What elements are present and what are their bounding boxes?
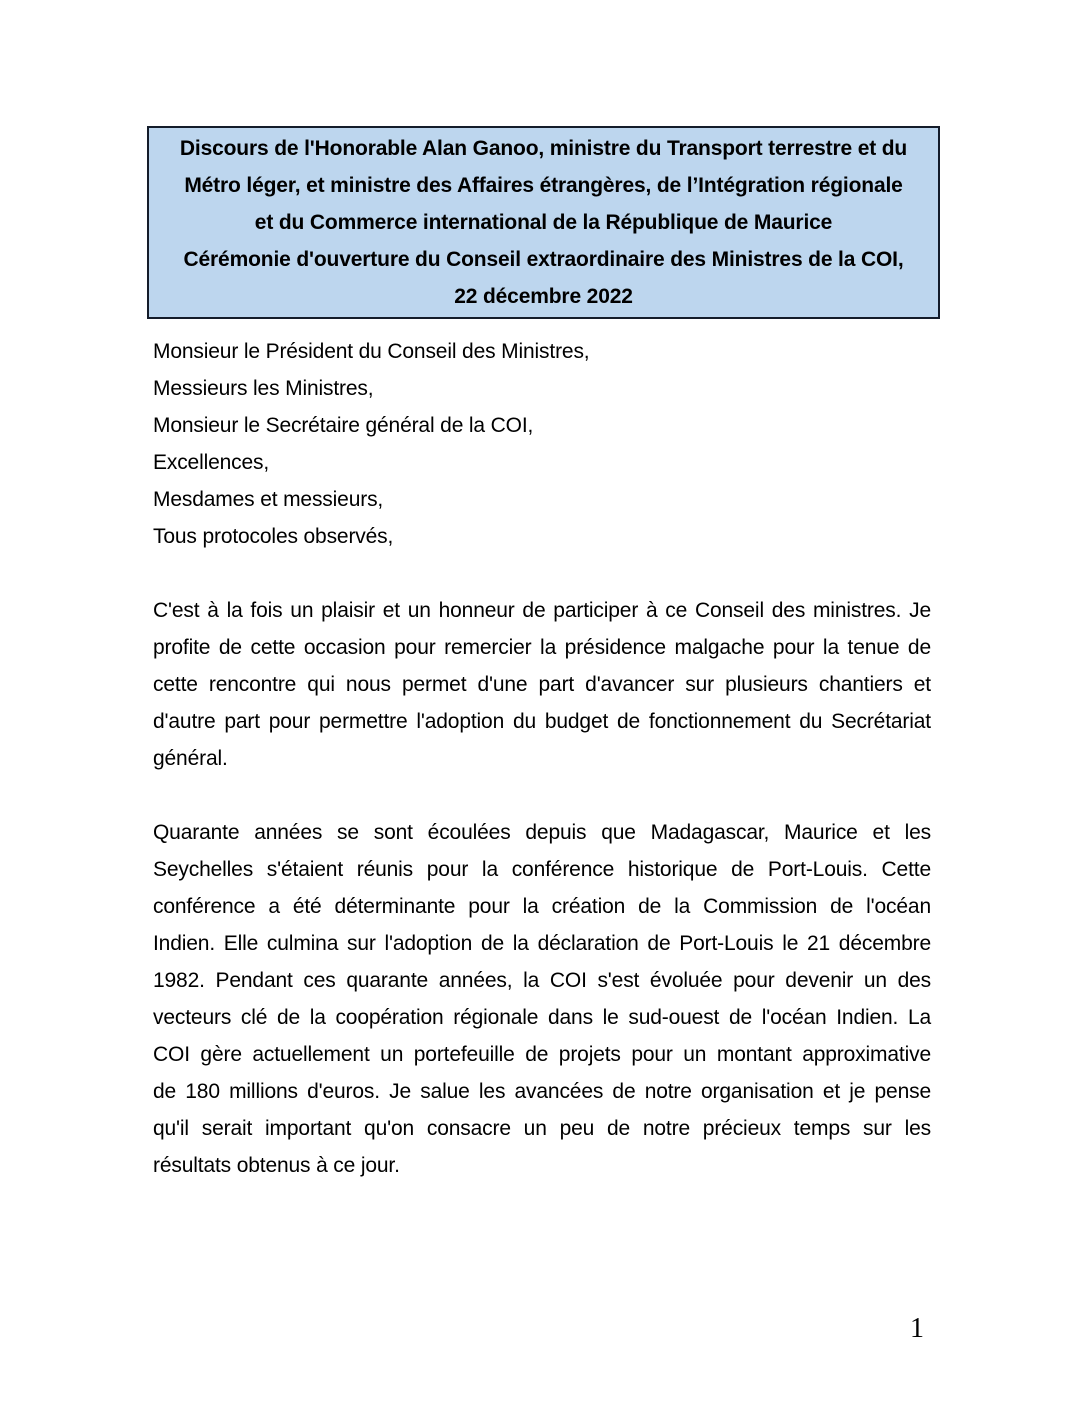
paragraph-line: d'autre part pour permettre l'adoption du budget de fonctionnement du Secrétariat: [153, 710, 931, 733]
paragraph-line: C'est à la fois un plaisir et un honneur de participer à ce Conseil des ministres. Je: [153, 599, 931, 622]
paragraph-line: de 180 millions d'euros. Je salue les avancées de notre organisation et je pense: [153, 1080, 931, 1103]
paragraph-line: Indien. Elle culmina sur l'adoption de la déclaration de Port-Louis le 21 décembre: [153, 932, 931, 955]
salutation-line: Monsieur le Président du Conseil des Ministres,: [153, 340, 590, 363]
paragraph-2: [153, 814, 931, 1184]
paragraph-1: [153, 592, 931, 777]
paragraph-line: conférence a été déterminante pour la création de la Commission de l'océan: [153, 895, 931, 918]
paragraph-line: Quarante années se sont écoulées depuis que Madagascar, Maurice et les: [153, 821, 931, 844]
paragraph-line: vecteurs clé de la coopération régionale dans le sud-ouest de l'océan Indien. La: [153, 1006, 931, 1029]
paragraph-line: 1982. Pendant ces quarante années, la COI s'est évoluée pour devenir un des: [153, 969, 931, 992]
title-line: et du Commerce international de la République de Maurice: [254, 211, 833, 234]
title-line: Discours de l'Honorable Alan Ganoo, ministre du Transport terrestre et du: [179, 137, 908, 160]
paragraph-line: COI gère actuellement un portefeuille de projets pour un montant approximative: [153, 1043, 931, 1066]
paragraph-line: général.: [153, 747, 228, 770]
salutation-line: Monsieur le Secrétaire général de la COI,: [153, 414, 534, 437]
salutation-block: [153, 333, 931, 555]
salutation-line: Mesdames et messieurs,: [153, 488, 384, 511]
paragraph-line: Seychelles s'étaient réunis pour la conférence historique de Port-Louis. Cette: [153, 858, 931, 881]
paragraph-line: profite de cette occasion pour remercier la présidence malgache pour la tenue de: [153, 636, 931, 659]
body-content: [153, 333, 931, 1184]
title-line: Cérémonie d'ouverture du Conseil extraordinaire des Ministres de la COI,: [183, 248, 904, 271]
page-number: 1: [910, 1313, 924, 1344]
title-line: Métro léger, et ministre des Affaires étrangères, de l’Intégration régionale: [184, 174, 903, 197]
salutation-line: Tous protocoles observés,: [153, 525, 394, 548]
salutation-line: Messieurs les Ministres,: [153, 377, 374, 400]
title-box: [147, 126, 940, 319]
paragraph-line: qu'il serait important qu'on consacre un peu de notre précieux temps sur les: [153, 1117, 931, 1140]
paragraph-line: cette rencontre qui nous permet d'une part d'avancer sur plusieurs chantiers et: [153, 673, 931, 696]
paragraph-line: résultats obtenus à ce jour.: [153, 1154, 400, 1177]
title-line: 22 décembre 2022: [454, 285, 633, 308]
salutation-line: Excellences,: [153, 451, 270, 474]
